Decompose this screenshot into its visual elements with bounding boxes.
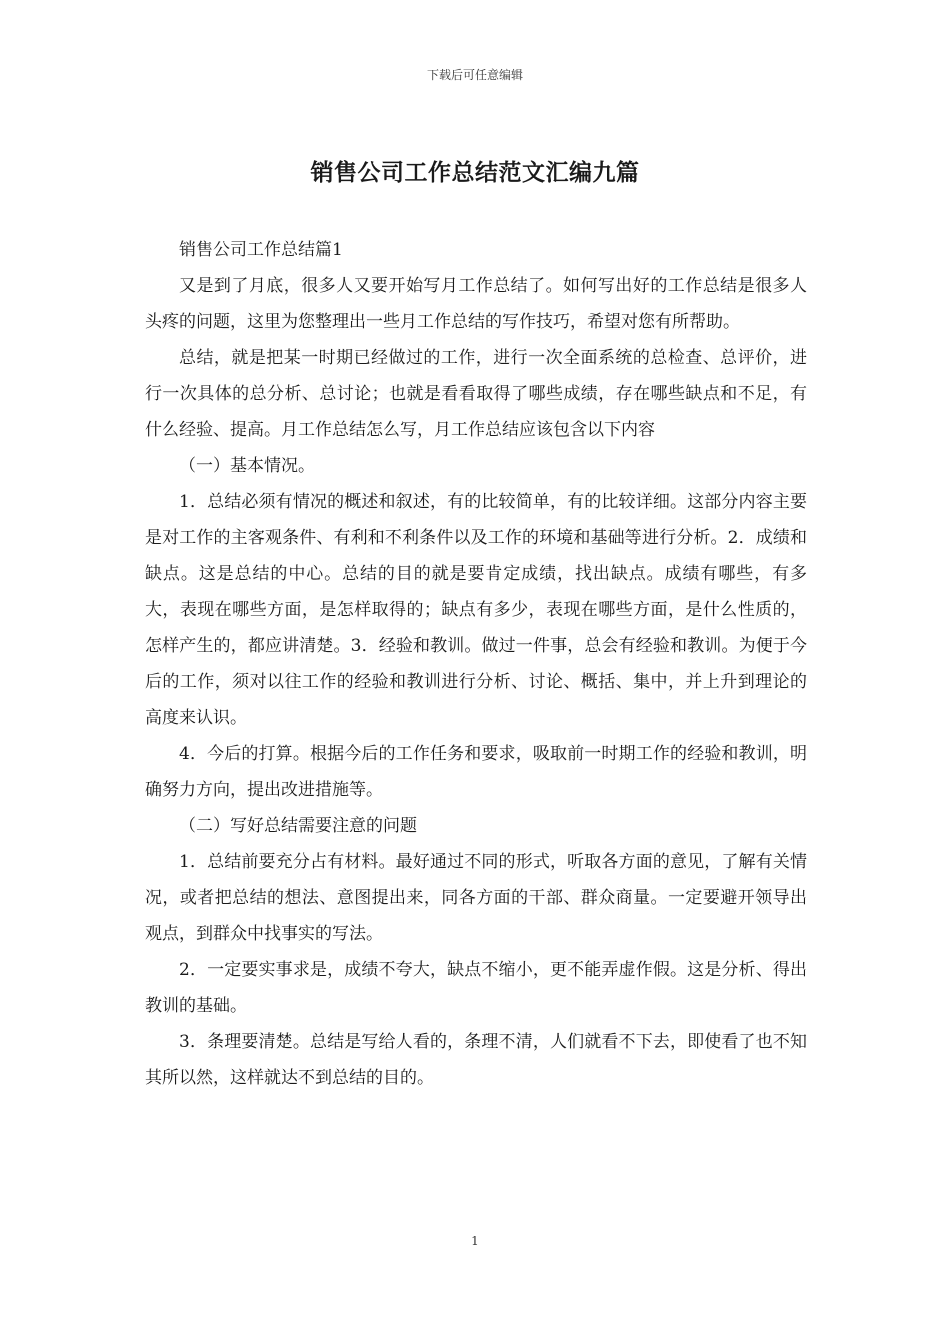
paragraph: 总结，就是把某一时期已经做过的工作，进行一次全面系统的总检查、总评价，进行一次具体的总分析、总讨论；也就是看看取得了哪些成绩，存在哪些缺点和不足，有什么经验、提高。月工作总结怎么写，月工作总结应该包含以下内容 bbox=[145, 348, 807, 440]
paragraph: 2．一定要实事求是，成绩不夸大，缺点不缩小，更不能弄虚作假。这是分析、得出教训的基础。 bbox=[145, 960, 807, 1016]
section-heading: 销售公司工作总结篇1 bbox=[179, 240, 343, 260]
header-note: 下载后可任意编辑 bbox=[426, 68, 523, 82]
paragraph: 1．总结必须有情况的概述和叙述，有的比较简单，有的比较详细。这部分内容主要是对工作的主客观条件、有利和不利条件以及工作的环境和基础等进行分析。2．成绩和缺点。这是总结的中心。总结的目的就是要肯定成绩，找出缺点。成绩有哪些，有多大，表现在哪些方面，是怎样取得的；缺点有多少，表现在哪些方面，是什么性质的，怎样产生的，都应讲清楚。3．经验和教训。做过一件事，总会有经验和教训。为便于今后的工作，须对以往工作的经验和教训进行分析、讨论、概括、集中，并上升到理论的高度来认识。 bbox=[145, 492, 807, 728]
paragraph: 3．条理要清楚。总结是写给人看的，条理不清，人们就看不下去，即使看了也不知其所以然，这样就达不到总结的目的。 bbox=[145, 1032, 807, 1088]
page-number: 1 bbox=[471, 1234, 479, 1248]
paragraph: 又是到了月底，很多人又要开始写月工作总结了。如何写出好的工作总结是很多人头疼的问题，这里为您整理出一些月工作总结的写作技巧，希望对您有所帮助。 bbox=[145, 276, 807, 332]
paragraph: 4．今后的打算。根据今后的工作任务和要求，吸取前一时期工作的经验和教训，明确努力方向，提出改进措施等。 bbox=[145, 744, 807, 800]
document-body bbox=[145, 232, 807, 1096]
subsection-heading: （二）写好总结需要注意的问题 bbox=[179, 816, 417, 836]
paragraph: 1．总结前要充分占有材料。最好通过不同的形式，听取各方面的意见，了解有关情况，或者把总结的想法、意图提出来，同各方面的干部、群众商量。一定要避开领导出观点，到群众中找事实的写法。 bbox=[145, 852, 807, 944]
subsection-heading: （一）基本情况。 bbox=[179, 456, 315, 476]
document-title: 销售公司工作总结范文汇编九篇 bbox=[310, 160, 640, 186]
